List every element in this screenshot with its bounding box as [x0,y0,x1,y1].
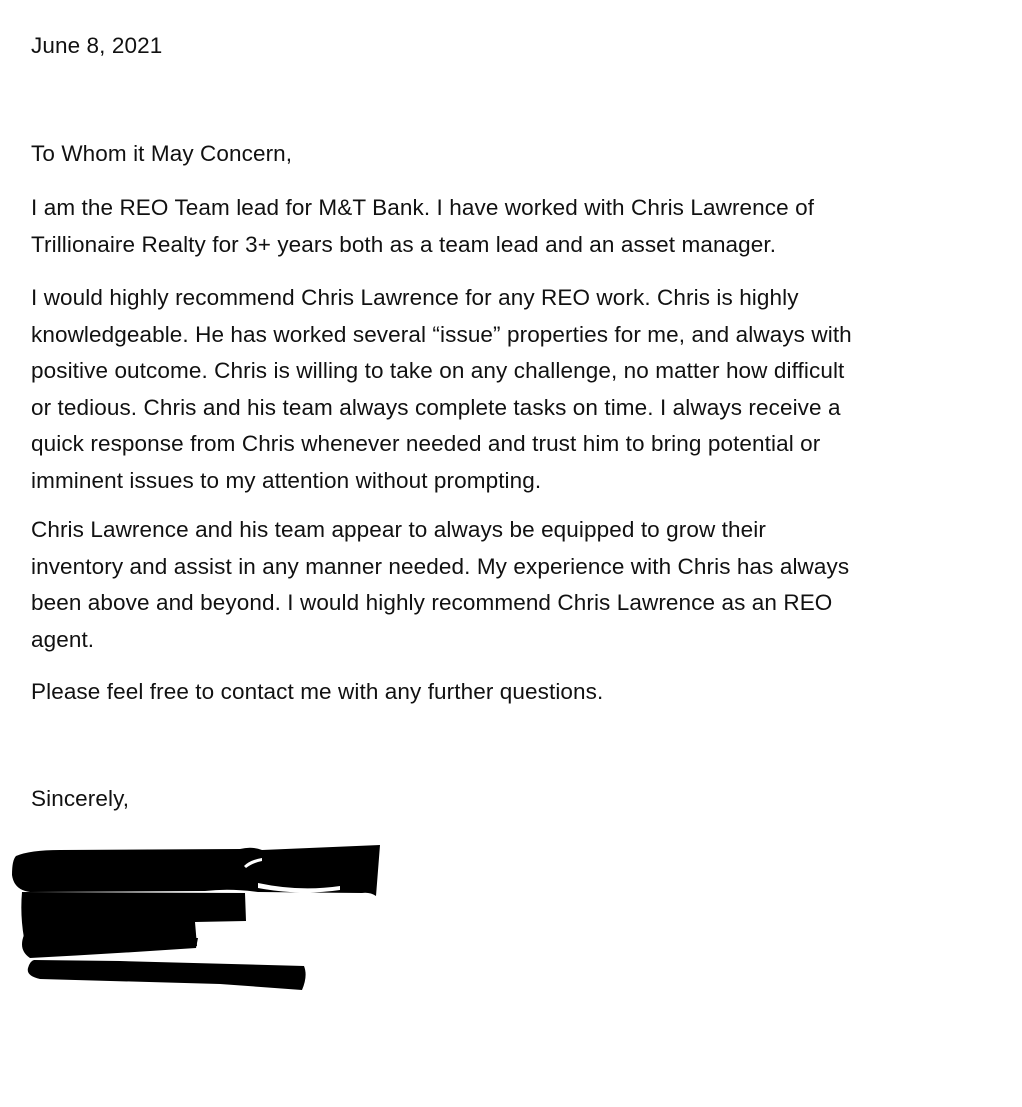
paragraph-line: Chris Lawrence and his team appear to always be equipped to grow their [31,517,766,542]
paragraph-contact: Please feel free to contact me with any further questions. [31,679,604,704]
paragraph-line: I would highly recommend Chris Lawrence for any REO work. Chris is highly [31,285,799,310]
paragraph-line: knowledgeable. He has worked several “issue” properties for me, and always with [31,321,852,347]
letter-closing: Sincerely, [31,786,130,811]
paragraph-line: inventory and assist in any manner needed. My experience with Chris has always [31,553,850,579]
letter-salutation: To Whom it May Concern, [31,141,293,166]
redaction-mark [21,892,246,950]
paragraph-recommendation [31,280,971,500]
redaction-mark [28,960,306,990]
redaction-highlight [258,883,340,893]
paragraph-line: Trillionaire Realty for 3+ years both as a team lead and an asset manager. [31,231,777,257]
paragraph-line: imminent issues to my attention without prompting. [31,467,542,493]
paragraph-line: quick response from Chris whenever needed and trust him to bring potential or [31,431,821,457]
paragraph-line: I am the REO Team lead for M&T Bank. I have worked with Chris Lawrence of [31,195,815,220]
paragraph-intro [31,190,971,263]
paragraph-team [31,512,971,658]
redaction-highlight [244,858,262,868]
paragraph-line: positive outcome. Chris is willing to take on any challenge, no matter how difficult [31,358,845,384]
paragraph-line: been above and beyond. I would highly recommend Chris Lawrence as an REO [31,590,833,616]
redaction-mark [12,845,380,896]
letter-date: June 8, 2021 [31,33,163,58]
paragraph-line: agent. [31,626,95,652]
paragraph-line: or tedious. Chris and his team always complete tasks on time. I always receive a [31,394,841,420]
redaction-mark [22,934,198,958]
